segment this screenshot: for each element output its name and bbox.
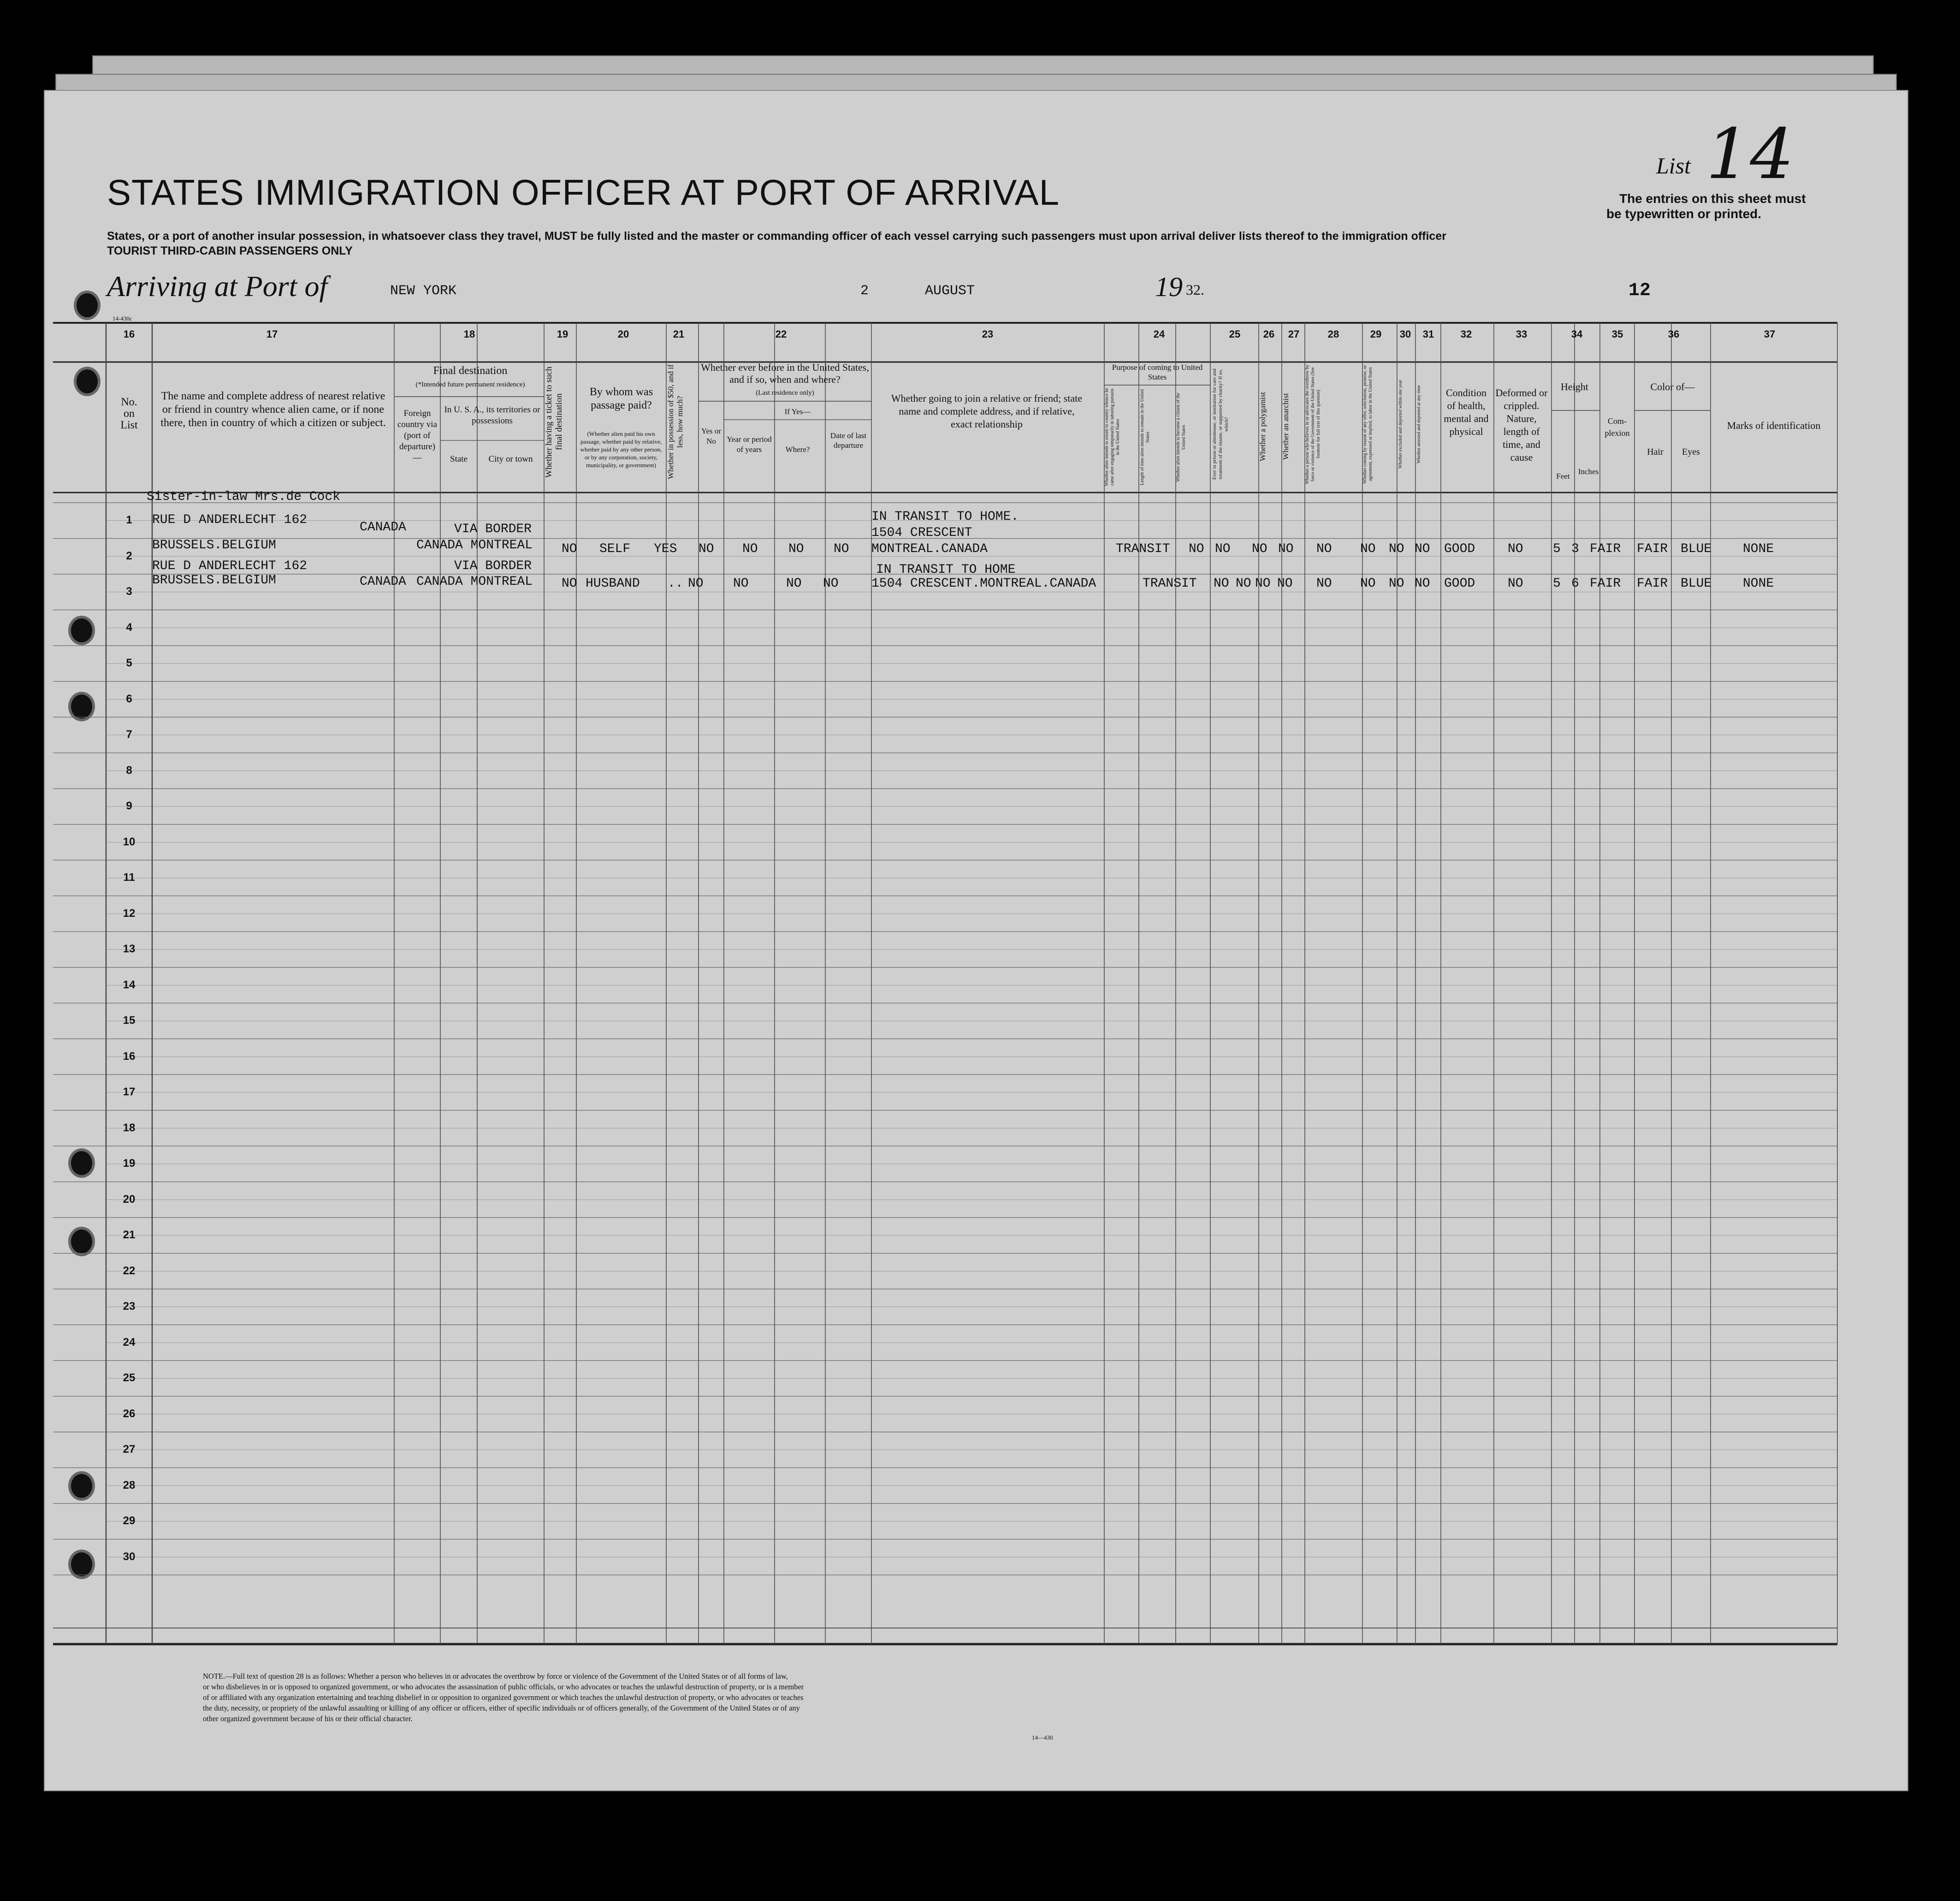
- row-number: 17: [123, 1086, 136, 1098]
- row1-complexion: FAIR: [1590, 542, 1621, 556]
- row2-marks: NONE: [1743, 576, 1774, 591]
- heading-ever-before: Whether ever before in the United States, and if so, when and where?: [701, 362, 869, 385]
- class-line: TOURIST THIRD-CABIN PASSENGERS ONLY: [107, 244, 353, 257]
- row1-anarchist: NO: [1278, 542, 1294, 556]
- col-number: 26: [1263, 328, 1275, 340]
- row2-year-period: NO: [733, 576, 749, 591]
- row1-hair: FAIR: [1637, 542, 1668, 556]
- heading-no-on-list: No. on List: [120, 396, 138, 431]
- row2-citizen: NO: [1214, 576, 1229, 591]
- row-number: 13: [123, 943, 136, 955]
- row2-relative-line1: RUE D ANDERLECHT 162: [152, 559, 308, 573]
- row1-feet: 5: [1553, 542, 1561, 556]
- row2-possession: ..: [668, 576, 683, 591]
- heading-relative: The name and complete address of nearest relative or friend in country whence alien came, or if none there, then in country of which a citizen or subject.: [160, 390, 386, 429]
- heading-purpose-c: Whether alien intends to become a citizen of the United States: [1176, 392, 1186, 482]
- entries-note: be typewritten or printed.: [1606, 207, 1762, 221]
- row1-q30: NO: [1389, 542, 1404, 556]
- heading-city: City or town: [488, 454, 533, 464]
- row-number: 20: [123, 1193, 136, 1206]
- row-number: 4: [126, 621, 132, 634]
- heading-year-period: Year or period of years: [727, 435, 772, 454]
- col-number: 25: [1229, 328, 1241, 340]
- row-number: 18: [123, 1121, 136, 1134]
- heading-polygamist: Whether a polygamist: [1258, 392, 1267, 462]
- heading-ticket: Whether having a ticket to such final destination: [544, 366, 564, 478]
- row-number: 25: [123, 1372, 136, 1384]
- row1-last-departure: NO: [834, 542, 849, 556]
- heading-ever-before-note: (Last residence only): [756, 389, 814, 397]
- col-number: 28: [1327, 328, 1339, 340]
- heading-state: State: [450, 454, 468, 464]
- row2-q30: NO: [1389, 576, 1404, 591]
- footnote-line: or who disbelieves in or is opposed to organized government, or who advocates the assassination of public officials, or who advocates or teaches the unlawful destruction of property, or is a member: [203, 1682, 804, 1691]
- list-number: 14: [1706, 114, 1794, 195]
- row1-citizen: NO: [1189, 542, 1204, 556]
- row-number: 19: [123, 1157, 136, 1170]
- heading-prison: Ever in prison or almshouse, or institution for care and treatment of the insane, or supported by charity? If so, which?: [1212, 368, 1229, 480]
- row2-eyes: BLUE: [1681, 576, 1712, 591]
- row1-state-city: CANADA MONTREAL: [416, 538, 533, 552]
- year-suffix: 32.: [1186, 281, 1204, 298]
- col-number: 21: [673, 328, 685, 340]
- row-number: 11: [123, 871, 135, 884]
- row1-relative-line1: RUE D ANDERLECHT 162: [152, 513, 308, 527]
- row1-relative-line2: BRUSSELS.BELGIUM: [152, 538, 276, 552]
- port-value: NEW YORK: [390, 283, 457, 299]
- arriving-label: Arriving at Port of: [107, 270, 328, 303]
- row2-q28: NO: [1316, 576, 1332, 591]
- heading-last-departure: Date of last departure: [830, 431, 867, 450]
- heading-passage-paid: By whom was passage paid?: [589, 386, 653, 411]
- row-number: 5: [126, 657, 132, 669]
- heading-inches: Inches: [1578, 467, 1599, 476]
- row2-anarchist: NO: [1277, 576, 1293, 591]
- row2-join-line1: IN TRANSIT TO HOME: [876, 563, 1016, 577]
- row2-purpose: TRANSIT: [1143, 576, 1197, 591]
- heading-if-yes: If Yes—: [784, 407, 811, 416]
- heading-where: Where?: [785, 445, 810, 454]
- row1-marks: NONE: [1743, 542, 1774, 556]
- row2-state-city: CANADA MONTREAL: [416, 575, 533, 589]
- page-number: 12: [1628, 280, 1651, 301]
- heading-q29: Whether coming by reason of any offer, solicitation, promise, or agreement, expressed or implied, to labor in the United States: [1362, 365, 1373, 484]
- col-number: 33: [1516, 328, 1528, 340]
- col-number: 35: [1611, 328, 1623, 340]
- entries-note: The entries on this sheet must: [1619, 191, 1806, 206]
- heading-q28: Whether a person who believes in or advocates the overthrow by force or violence of the Government of the United States (See footnote for full text of this question): [1305, 364, 1321, 484]
- heading-q31: Whether arrested and deported at any time: [1416, 385, 1421, 463]
- row2-join-line2: 1504 CRESCENT.MONTREAL.CANADA: [871, 576, 1096, 591]
- row-number: 10: [123, 835, 136, 848]
- row2-via: VIA BORDER: [454, 559, 532, 573]
- heading-going-to-join: Whether going to join a relative or friend; state name and complete address, and if relative, exact relationship: [891, 392, 1083, 430]
- row1-polygamist: NO: [1252, 542, 1267, 556]
- row-number: 14: [123, 978, 136, 991]
- heading-color-of: Color of—: [1650, 381, 1695, 392]
- heading-feet: Feet: [1556, 472, 1570, 481]
- page-title: STATES IMMIGRATION OFFICER AT PORT OF ARRIVAL: [107, 172, 1060, 213]
- row1-where: NO: [788, 542, 804, 556]
- col-number: 16: [123, 328, 135, 340]
- row2-complexion: FAIR: [1590, 576, 1621, 591]
- heading-purpose-b: Length of time alien intends to remain in the United States: [1140, 389, 1150, 486]
- row1-via: VIA BORDER: [454, 522, 532, 536]
- list-label: List: [1656, 153, 1691, 178]
- heading-final-destination-note: (*Intended future permanent residence): [415, 381, 525, 388]
- row1-passage: SELF: [599, 542, 631, 556]
- col-number: 17: [266, 328, 278, 340]
- row2-polygamist: NO: [1255, 576, 1271, 591]
- row-number: 23: [123, 1300, 136, 1313]
- row-number: 24: [123, 1336, 136, 1349]
- heading-deformed: Deformed or crippled. Nature, length of time, and cause: [1495, 387, 1548, 463]
- row1-ticket: NO: [562, 542, 577, 556]
- row1-join-line1: IN TRANSIT TO HOME.: [871, 510, 1019, 524]
- col-number: 32: [1460, 328, 1472, 340]
- heading-anarchist: Whether an anarchist: [1281, 393, 1290, 460]
- row1-deformed: NO: [1508, 542, 1523, 556]
- row-number: 7: [126, 728, 132, 741]
- row1-prison: NO: [1215, 542, 1231, 556]
- row1-join-line2: 1504 CRESCENT: [871, 526, 972, 540]
- heading-possession: Whether in possession of $50, and if less, how much?: [666, 364, 684, 480]
- relative-note: Sister-in-law Mrs.de Cock: [147, 490, 341, 504]
- heading-marks: Marks of identification: [1727, 420, 1821, 431]
- row2-inches: 6: [1571, 576, 1579, 591]
- row-number: 1: [126, 514, 132, 526]
- heading-purpose-a: Whether alien intends to return to country whence he came after engaging temporarily in laboring pursuits in the United States: [1104, 388, 1120, 487]
- row2-hair: FAIR: [1637, 576, 1668, 591]
- row1-inches: 3: [1571, 542, 1579, 556]
- row2-last-departure: NO: [823, 576, 839, 591]
- row2-condition: GOOD: [1444, 576, 1475, 591]
- heading-eyes: Eyes: [1682, 447, 1700, 457]
- footnote-code: 14—430: [1032, 1734, 1053, 1741]
- row-number: 28: [123, 1479, 136, 1491]
- footnote-line: of or affiliated with any organization entertaining and teaching disbelief in or opposition to organized government or which teaches the unlawful destruction of property, or who advocates or teaches: [203, 1693, 804, 1702]
- row2-deformed: NO: [1508, 576, 1523, 591]
- row1-q31: NO: [1415, 542, 1430, 556]
- page-subtitle: States, or a port of another insular possession, in whatsoever class they travel, MUST be fully listed and the master or commanding officer of each vessel carrying such passengers must upon arrival deliver lists thereof to the immigration officer: [107, 230, 1446, 243]
- row-number: 27: [123, 1443, 136, 1455]
- row1-q29: NO: [1360, 542, 1376, 556]
- heading-height: Height: [1561, 381, 1588, 392]
- row-number: 6: [126, 692, 132, 705]
- heading-q30: Whether excluded and deported within one year: [1398, 380, 1403, 469]
- row2-ticket: NO: [562, 576, 577, 591]
- heading-passage-note: (Whether alien paid his own passage, whether paid by relative, whether paid by any other person, or by any corporation, society, municipality, or government): [580, 430, 662, 469]
- heading-final-destination: Final destination: [433, 365, 508, 377]
- col-number: 34: [1571, 328, 1583, 340]
- day-value: 2: [860, 283, 869, 299]
- heading-hair: Hair: [1647, 447, 1664, 457]
- row-number: 9: [126, 800, 132, 812]
- col-number: 20: [617, 328, 629, 340]
- footnote-line: other organized government because of his or their official character.: [203, 1714, 413, 1723]
- col-number: 24: [1153, 328, 1165, 340]
- row-number: 21: [123, 1229, 136, 1241]
- col-number: 18: [463, 328, 475, 340]
- footnote-line: NOTE.—Full text of question 28 is as follows: Whether a person who believes in or advocates the overthrow by force or violence of the Government of the United States or of all forms of law,: [203, 1672, 788, 1681]
- heading-purpose: Purpose of coming to United States: [1112, 363, 1203, 381]
- col-number: 31: [1422, 328, 1434, 340]
- heading-condition: Condition of health, mental and physical: [1444, 387, 1489, 437]
- heading-complexion: Com-plexion: [1605, 416, 1630, 438]
- row2-q29: NO: [1360, 576, 1376, 591]
- row-number: 22: [123, 1264, 136, 1277]
- col-number: 22: [775, 328, 787, 340]
- col-number: 30: [1399, 328, 1411, 340]
- col-number: 37: [1764, 328, 1776, 340]
- col-number: 19: [557, 328, 568, 340]
- col-number: 36: [1668, 328, 1680, 340]
- row2-q31: NO: [1415, 576, 1430, 591]
- row-number: 30: [123, 1550, 136, 1563]
- row1-join-line3: MONTREAL.CANADA: [871, 542, 988, 556]
- row1-q28: NO: [1316, 542, 1332, 556]
- heading-yes-or-no: Yes or No: [701, 427, 722, 446]
- row-number: 12: [123, 907, 136, 920]
- row-number: 8: [126, 764, 132, 777]
- row2-foreign: CANADA: [360, 575, 406, 589]
- row-number: 3: [126, 585, 132, 598]
- row1-year-period: NO: [742, 542, 758, 556]
- row1-condition: GOOD: [1444, 542, 1475, 556]
- row2-passage: HUSBAND: [586, 576, 640, 591]
- row1-ever-before: NO: [699, 542, 714, 556]
- row1-eyes: BLUE: [1681, 542, 1712, 556]
- row1-possession: YES: [654, 542, 677, 556]
- row-number: 29: [123, 1515, 136, 1527]
- col-number: 27: [1288, 328, 1300, 340]
- row-number: 26: [123, 1407, 136, 1420]
- row2-relative-line2: BRUSSELS.BELGIUM: [152, 573, 276, 588]
- row2-feet: 5: [1553, 576, 1561, 591]
- row-number: 2: [126, 549, 132, 562]
- row-number: 15: [123, 1014, 136, 1027]
- year-prefix: 19: [1155, 272, 1183, 302]
- footnote-line: the duty, necessity, or propriety of the unlawful assaulting or killing of any officer or officers, either of specific individuals or of officers generally, of the Government of the United States or of any: [203, 1704, 800, 1712]
- heading-foreign-country: Foreign country via (port of departure)—: [397, 409, 437, 463]
- row1-foreign: CANADA: [360, 520, 406, 535]
- form-code: 14-430c: [113, 315, 132, 322]
- col-number: 29: [1370, 328, 1382, 340]
- row2-prison: NO: [1236, 576, 1251, 591]
- col-number: 23: [982, 328, 994, 340]
- row2-ever-before: NO: [688, 576, 704, 591]
- row1-purpose: TRANSIT: [1116, 542, 1170, 556]
- month-value: AUGUST: [925, 283, 975, 299]
- row2-where: NO: [786, 576, 802, 591]
- heading-in-usa: In U. S. A., its territories or possessions: [444, 405, 540, 426]
- row-number: 16: [123, 1050, 136, 1063]
